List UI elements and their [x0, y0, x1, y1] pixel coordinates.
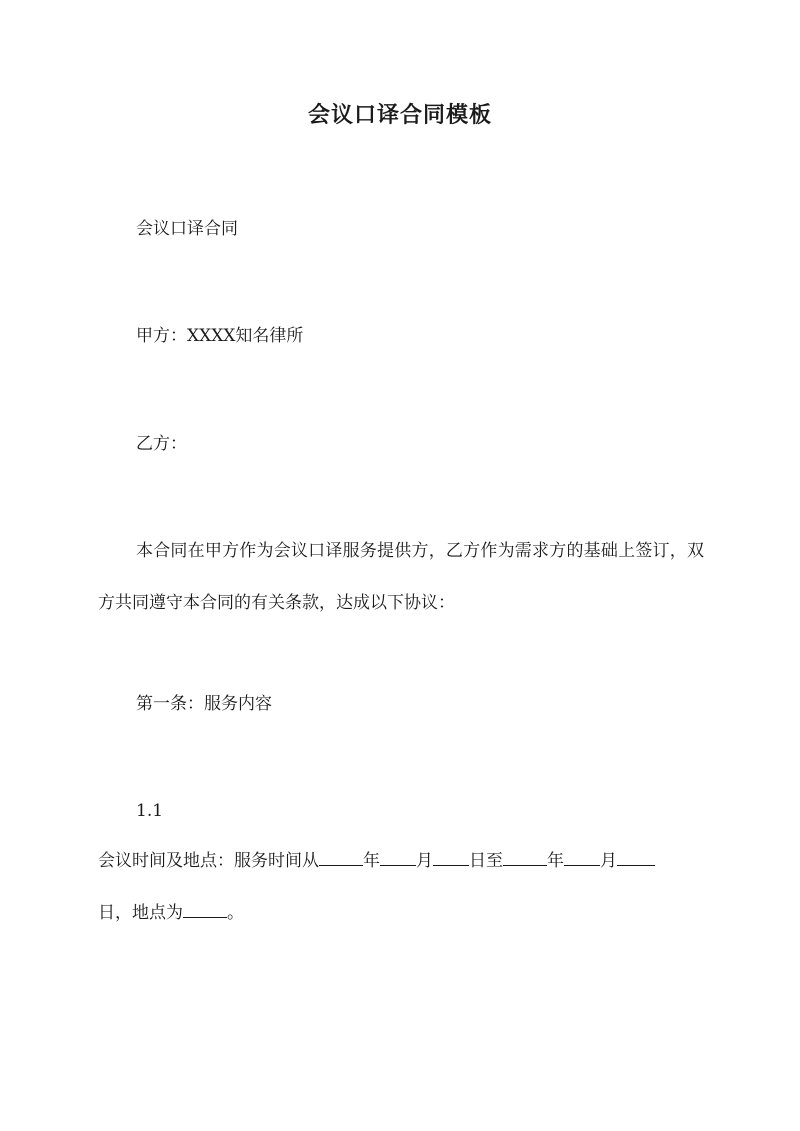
blank-start-day: [433, 847, 469, 866]
blank-end-day: [617, 847, 655, 866]
contract-heading: 会议口译合同: [136, 219, 238, 239]
period: 。: [227, 903, 244, 923]
party-a: 甲方：XXXX知名律所: [136, 326, 304, 346]
document-title: 会议口译合同模板: [307, 102, 492, 128]
article-1-heading: 第一条：服务内容: [136, 694, 272, 714]
year-label: 年: [547, 851, 564, 871]
month-label: 月: [416, 851, 433, 871]
day-to-label: 日至: [469, 851, 503, 871]
day-place-label: 日，地点为: [98, 903, 183, 923]
blank-start-month: [380, 847, 416, 866]
clause-time-label: 会议时间及地点：服务时间从: [98, 851, 319, 871]
intro-paragraph: 本合同在甲方作为会议口译服务提供方，乙方作为需求方的基础上签订，双方共同遵守本合同的有关条款，达成以下协议：: [98, 541, 704, 613]
party-b: 乙方：: [136, 434, 187, 454]
clause-number: 1.1: [136, 801, 164, 821]
clause-line-1: [98, 847, 704, 874]
year-label: 年: [363, 851, 380, 871]
blank-end-year: [503, 847, 547, 866]
blank-start-year: [319, 847, 363, 866]
clause-line-2: [98, 899, 704, 926]
blank-end-month: [564, 847, 600, 866]
month-label: 月: [600, 851, 617, 871]
blank-place: [183, 899, 227, 918]
